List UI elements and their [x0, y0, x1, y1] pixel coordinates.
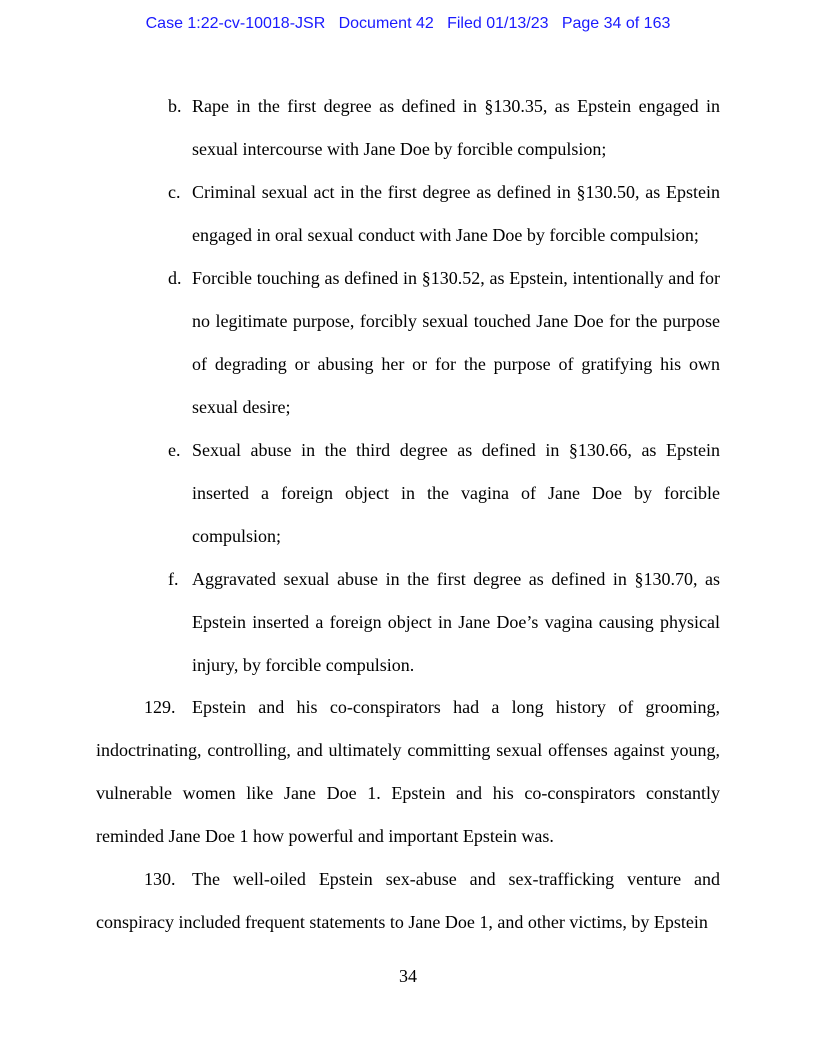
list-item-e [168, 429, 720, 558]
paragraph-number: 130. [144, 869, 176, 889]
list-item-label: d. [168, 268, 182, 288]
list-item-c [168, 171, 720, 257]
list-item-f [168, 558, 720, 687]
list-item-label: f. [168, 569, 179, 589]
case-header: Case 1:22-cv-10018-JSR Document 42 Filed 01/13/23 Page 34 of 163 [145, 15, 671, 32]
list-item-text: Criminal sexual act in the first degree as defined in §130.50, as Epstein engaged in oral sexual conduct with Jane Doe by forcible compulsion; [192, 182, 720, 245]
list-item-text: Sexual abuse in the third degree as defined in §130.66, as Epstein inserted a foreign object in the vagina of Jane Doe by forcible compulsion; [192, 440, 720, 546]
page-number: 34 [399, 966, 417, 986]
list-item-label: e. [168, 440, 181, 460]
list-item-label: b. [168, 96, 182, 116]
paragraph-130 [96, 858, 720, 944]
list-item-text: Rape in the first degree as defined in §130.35, as Epstein engaged in sexual intercourse with Jane Doe by forcible compulsion; [192, 96, 720, 159]
list-item-label: c. [168, 182, 181, 202]
paragraph-text: Epstein and his co-conspirators had a long history of grooming, indoctrinating, controlling, and ultimately committing sexual offenses against young, vulnerable women like Jane Doe 1. Epstein and his co-conspirators constantly reminded Jane Doe 1 how powerful and important Epstein was. [96, 697, 720, 846]
list-item-b [168, 85, 720, 171]
paragraph-number: 129. [144, 697, 176, 717]
list-item-text: Aggravated sexual abuse in the first degree as defined in §130.70, as Epstein inserted a foreign object in Jane Doe’s vagina causing physical injury, by forcible compulsion. [192, 569, 720, 675]
paragraph-text: The well-oiled Epstein sex-abuse and sex-trafficking venture and conspiracy included frequent statements to Jane Doe 1, and other victims, by Epstein [96, 869, 720, 932]
paragraph-129 [96, 686, 720, 858]
list-item-text: Forcible touching as defined in §130.52, as Epstein, intentionally and for no legitimate purpose, forcibly sexual touched Jane Doe for the purpose of degrading or abusing her or for the purpose of gratifying his own sexual desire; [192, 268, 720, 417]
list-item-d [168, 257, 720, 429]
